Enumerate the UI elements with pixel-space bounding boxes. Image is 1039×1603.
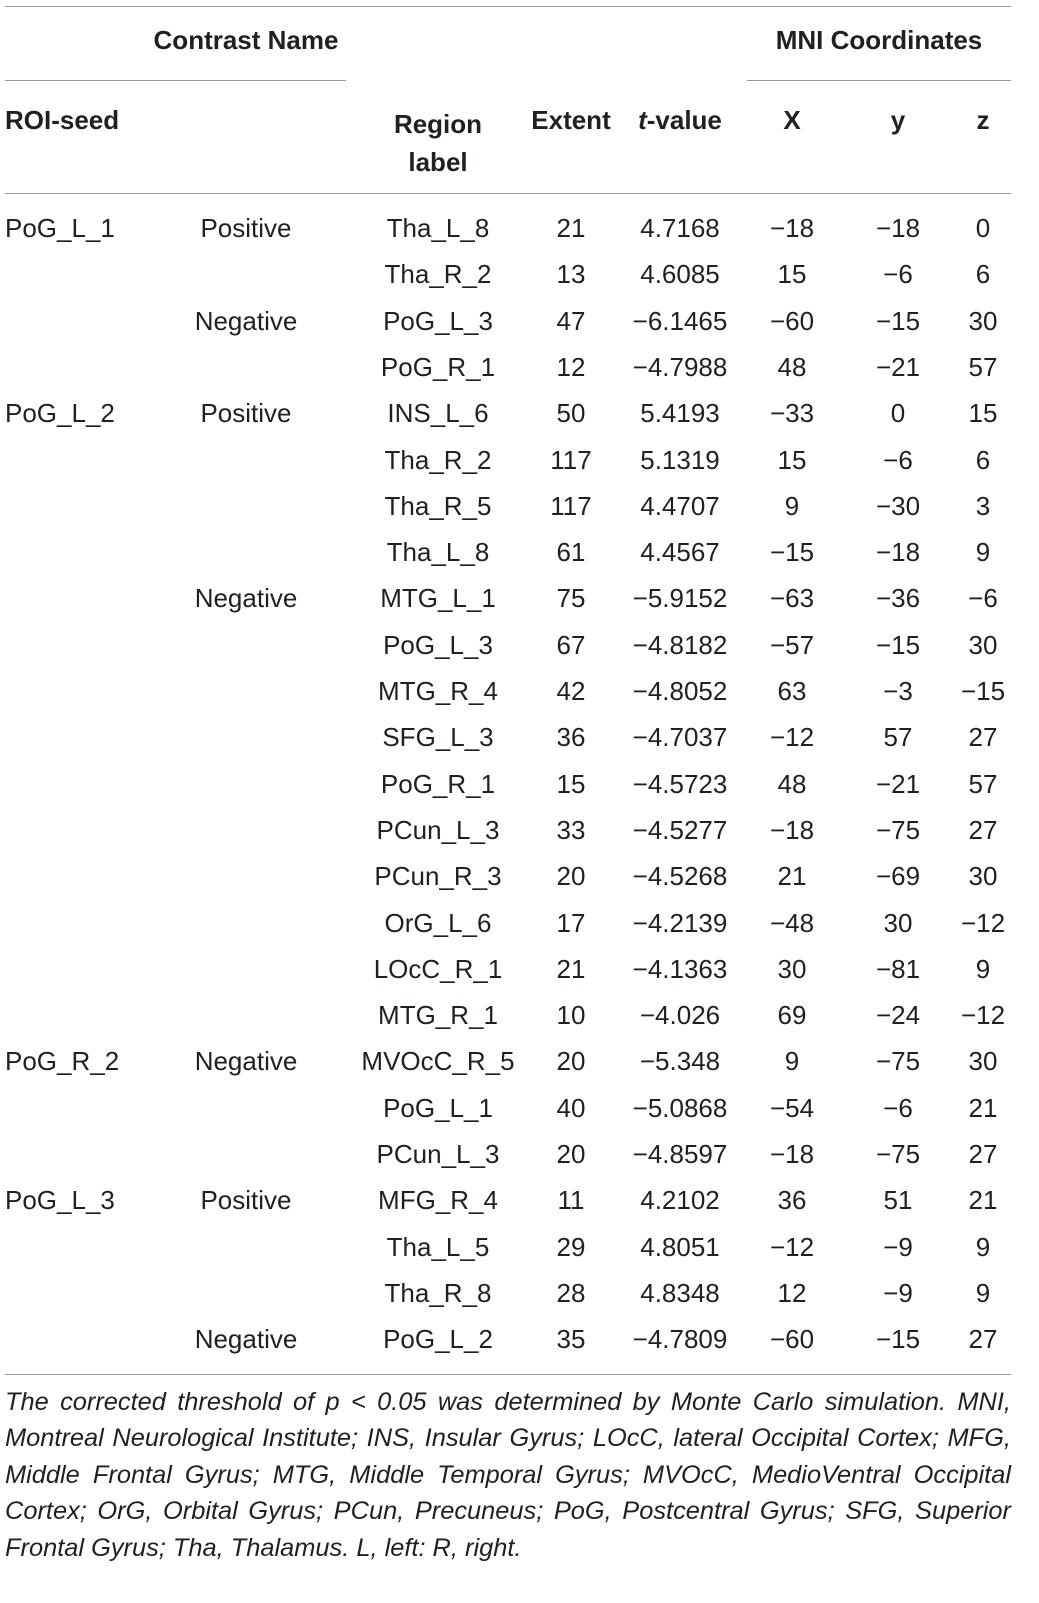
header-region-label (360, 105, 516, 181)
header-y: y (890, 105, 906, 135)
x-cell: −18 (769, 815, 815, 845)
y-cell: −18 (875, 213, 921, 243)
z-cell: 21 (968, 1093, 998, 1123)
extent-cell: 29 (556, 1232, 586, 1262)
z-cell: 57 (968, 769, 998, 799)
region-label-cell: SFG_L_3 (382, 722, 494, 752)
table-footnote: The corrected threshold of p < 0.05 was determined by Monte Carlo simulation. MNI, Montreal Neurological Institute; INS, Insular Gyrus; LOcC, lateral Occipital Cortex; MFG, Middle Frontal Gyrus; MTG, Middle Temporal Gyrus; MVOcC, MedioVentral Occipital Cortex; OrG, Orbital Gyrus; PCun, Precuneus; PoG, Postcentral Gyrus; SFG, Superior Frontal Gyrus; Tha, Thalamus. L, left: R, right. (5, 1388, 1011, 1562)
t-value-cell: −4.7988 (632, 352, 728, 382)
extent-cell: 20 (556, 1046, 586, 1076)
t-value-cell: −4.5723 (632, 769, 728, 799)
header-z: z (976, 105, 990, 135)
extent-cell: 75 (556, 583, 586, 613)
extent-cell: 12 (556, 352, 586, 382)
z-cell: 6 (975, 259, 991, 289)
t-value-cell: −4.1363 (632, 954, 728, 984)
z-cell: 27 (968, 722, 998, 752)
t-value-cell: −5.9152 (632, 583, 728, 613)
extent-cell: 28 (556, 1278, 586, 1308)
y-cell: 30 (883, 908, 913, 938)
y-cell: 0 (890, 398, 906, 428)
region-label-cell: PoG_R_1 (380, 352, 496, 382)
region-label-cell: MVOcC_R_5 (361, 1046, 515, 1076)
header-mni-coordinates: MNI Coordinates (775, 25, 983, 55)
header-region-label-line1: Region (393, 109, 483, 139)
x-cell: −18 (769, 1139, 815, 1169)
header-x: X (783, 105, 801, 135)
region-label-cell: Tha_L_8 (386, 537, 490, 567)
extent-cell: 17 (556, 908, 586, 938)
y-cell: −9 (883, 1232, 913, 1262)
x-cell: −33 (769, 398, 815, 428)
region-label-cell: OrG_L_6 (384, 908, 492, 938)
extent-cell: 117 (550, 445, 592, 475)
region-label-cell: LOcC_R_1 (373, 954, 503, 984)
x-cell: 30 (777, 954, 807, 984)
extent-cell: 10 (556, 1000, 586, 1030)
y-cell: −24 (875, 1000, 921, 1030)
header-bottom-rule (5, 193, 1011, 194)
contrast-cell: Positive (200, 1185, 292, 1215)
z-cell: 9 (975, 1278, 991, 1308)
t-value-cell: −4.8182 (632, 630, 728, 660)
region-label-cell: PoG_R_1 (380, 769, 496, 799)
region-label-cell: PoG_L_3 (383, 630, 493, 660)
z-cell: 27 (968, 815, 998, 845)
extent-cell: 20 (556, 861, 586, 891)
header-roi-seed: ROI-seed (5, 105, 120, 135)
y-cell: −75 (875, 1046, 921, 1076)
t-value-cell: 5.1319 (640, 445, 720, 475)
t-value-cell: −4.8052 (632, 676, 728, 706)
t-value-cell: 4.2102 (640, 1185, 720, 1215)
contrast-cell: Negative (194, 1324, 298, 1354)
extent-cell: 13 (556, 259, 586, 289)
y-cell: −21 (875, 352, 921, 382)
region-label-cell: PCun_L_3 (376, 815, 500, 845)
t-value-cell: 4.4567 (640, 537, 720, 567)
t-value-cell: 5.4193 (640, 398, 720, 428)
x-cell: −54 (769, 1093, 815, 1123)
contrast-cell: Negative (194, 306, 298, 336)
region-label-cell: MTG_R_4 (378, 676, 498, 706)
region-label-cell: MFG_R_4 (378, 1185, 498, 1215)
z-cell: −12 (960, 908, 1006, 938)
z-cell: 3 (975, 491, 991, 521)
x-cell: 15 (777, 445, 807, 475)
x-cell: 69 (777, 1000, 807, 1030)
x-cell: 9 (784, 491, 800, 521)
x-cell: −60 (769, 1324, 815, 1354)
t-value-cell: −4.5277 (632, 815, 728, 845)
t-value-cell: 4.8348 (640, 1278, 720, 1308)
extent-cell: 50 (556, 398, 586, 428)
z-cell: −15 (960, 676, 1006, 706)
contrast-cell: Positive (200, 398, 292, 428)
x-cell: 12 (777, 1278, 807, 1308)
extent-cell: 21 (556, 954, 586, 984)
table-bottom-rule (5, 1374, 1011, 1375)
region-label-cell: Tha_R_8 (384, 1278, 492, 1308)
z-cell: 30 (968, 630, 998, 660)
extent-cell: 33 (556, 815, 586, 845)
x-cell: 21 (777, 861, 807, 891)
roi-seed-cell: PoG_L_3 (5, 1185, 115, 1215)
z-cell: 30 (968, 1046, 998, 1076)
header-region-label-line2: label (408, 147, 468, 177)
contrast-cell: Negative (194, 1046, 298, 1076)
x-cell: 36 (777, 1185, 807, 1215)
t-value-cell: −5.348 (639, 1046, 721, 1076)
header-t-value (618, 105, 742, 135)
x-cell: 48 (777, 769, 807, 799)
mni-coordinates-rule (747, 80, 1011, 81)
extent-cell: 20 (556, 1139, 586, 1169)
header-extent: Extent (531, 105, 611, 135)
z-cell: 15 (968, 398, 998, 428)
extent-cell: 42 (556, 676, 586, 706)
z-cell: 9 (975, 954, 991, 984)
t-value-cell: 4.7168 (640, 213, 720, 243)
y-cell: −21 (875, 769, 921, 799)
region-label-cell: PoG_L_3 (383, 306, 493, 336)
contrast-cell: Negative (194, 583, 298, 613)
z-cell: 21 (968, 1185, 998, 1215)
x-cell: −48 (769, 908, 815, 938)
t-value-cell: −4.026 (639, 1000, 721, 1030)
contrast-name-rule (5, 80, 346, 81)
z-cell: 9 (975, 1232, 991, 1262)
y-cell: 51 (883, 1185, 913, 1215)
region-label-cell: PCun_R_3 (374, 861, 502, 891)
y-cell: −69 (875, 861, 921, 891)
x-cell: 15 (777, 259, 807, 289)
extent-cell: 15 (556, 769, 586, 799)
y-cell: 57 (883, 722, 913, 752)
extent-cell: 11 (557, 1185, 585, 1215)
region-label-cell: MTG_R_1 (378, 1000, 498, 1030)
z-cell: 27 (968, 1139, 998, 1169)
region-label-cell: Tha_R_2 (384, 259, 492, 289)
z-cell: 27 (968, 1324, 998, 1354)
x-cell: 63 (777, 676, 807, 706)
region-label-cell: PoG_L_2 (383, 1324, 493, 1354)
y-cell: −75 (875, 1139, 921, 1169)
y-cell: −15 (875, 306, 921, 336)
t-value-cell: −6.1465 (632, 306, 728, 336)
header-t-value-t: t (638, 105, 647, 135)
region-label-cell: MTG_L_1 (380, 583, 496, 613)
roi-seed-cell: PoG_L_2 (5, 398, 115, 428)
header-contrast-name: Contrast Name (153, 25, 339, 55)
extent-cell: 21 (556, 213, 586, 243)
t-value-cell: −4.8597 (632, 1139, 728, 1169)
t-value-cell: −4.2139 (632, 908, 728, 938)
t-value-cell: −4.7037 (632, 722, 728, 752)
extent-cell: 47 (556, 306, 586, 336)
y-cell: −36 (875, 583, 921, 613)
extent-cell: 67 (556, 630, 586, 660)
x-cell: 48 (777, 352, 807, 382)
contrast-cell: Positive (200, 213, 292, 243)
region-label-cell: Tha_L_5 (386, 1232, 490, 1262)
y-cell: −6 (883, 445, 913, 475)
x-cell: −15 (769, 537, 815, 567)
y-cell: −15 (875, 1324, 921, 1354)
z-cell: −6 (968, 583, 998, 613)
extent-cell: 40 (556, 1093, 586, 1123)
region-label-cell: Tha_L_8 (386, 213, 490, 243)
x-cell: −63 (769, 583, 815, 613)
extent-cell: 36 (556, 722, 586, 752)
z-cell: 0 (975, 213, 991, 243)
y-cell: −30 (875, 491, 921, 521)
region-label-cell: Tha_R_5 (384, 491, 492, 521)
z-cell: 9 (975, 537, 991, 567)
extent-cell: 117 (550, 491, 592, 521)
region-label-cell: INS_L_6 (387, 398, 489, 428)
t-value-cell: −4.7809 (632, 1324, 728, 1354)
header-t-value-rest: -value (646, 105, 722, 135)
x-cell: −12 (769, 722, 815, 752)
z-cell: 57 (968, 352, 998, 382)
y-cell: −3 (883, 676, 913, 706)
y-cell: −9 (883, 1278, 913, 1308)
z-cell: 30 (968, 861, 998, 891)
y-cell: −6 (883, 259, 913, 289)
t-value-cell: 4.4707 (640, 491, 720, 521)
region-label-cell: PCun_L_3 (376, 1139, 500, 1169)
table-top-rule (5, 6, 1011, 7)
region-label-cell: Tha_R_2 (384, 445, 492, 475)
z-cell: 6 (975, 445, 991, 475)
extent-cell: 61 (556, 537, 586, 567)
z-cell: 30 (968, 306, 998, 336)
x-cell: −60 (769, 306, 815, 336)
x-cell: −18 (769, 213, 815, 243)
z-cell: −12 (960, 1000, 1006, 1030)
region-label-cell: PoG_L_1 (383, 1093, 493, 1123)
x-cell: 9 (784, 1046, 800, 1076)
t-value-cell: −5.0868 (632, 1093, 728, 1123)
y-cell: −18 (875, 537, 921, 567)
roi-seed-cell: PoG_L_1 (5, 213, 115, 243)
y-cell: −75 (875, 815, 921, 845)
roi-seed-cell: PoG_R_2 (5, 1046, 120, 1076)
t-value-cell: 4.6085 (640, 259, 720, 289)
x-cell: −12 (769, 1232, 815, 1262)
x-cell: −57 (769, 630, 815, 660)
extent-cell: 35 (556, 1324, 586, 1354)
t-value-cell: −4.5268 (632, 861, 728, 891)
y-cell: −15 (875, 630, 921, 660)
y-cell: −6 (883, 1093, 913, 1123)
t-value-cell: 4.8051 (640, 1232, 720, 1262)
y-cell: −81 (875, 954, 921, 984)
